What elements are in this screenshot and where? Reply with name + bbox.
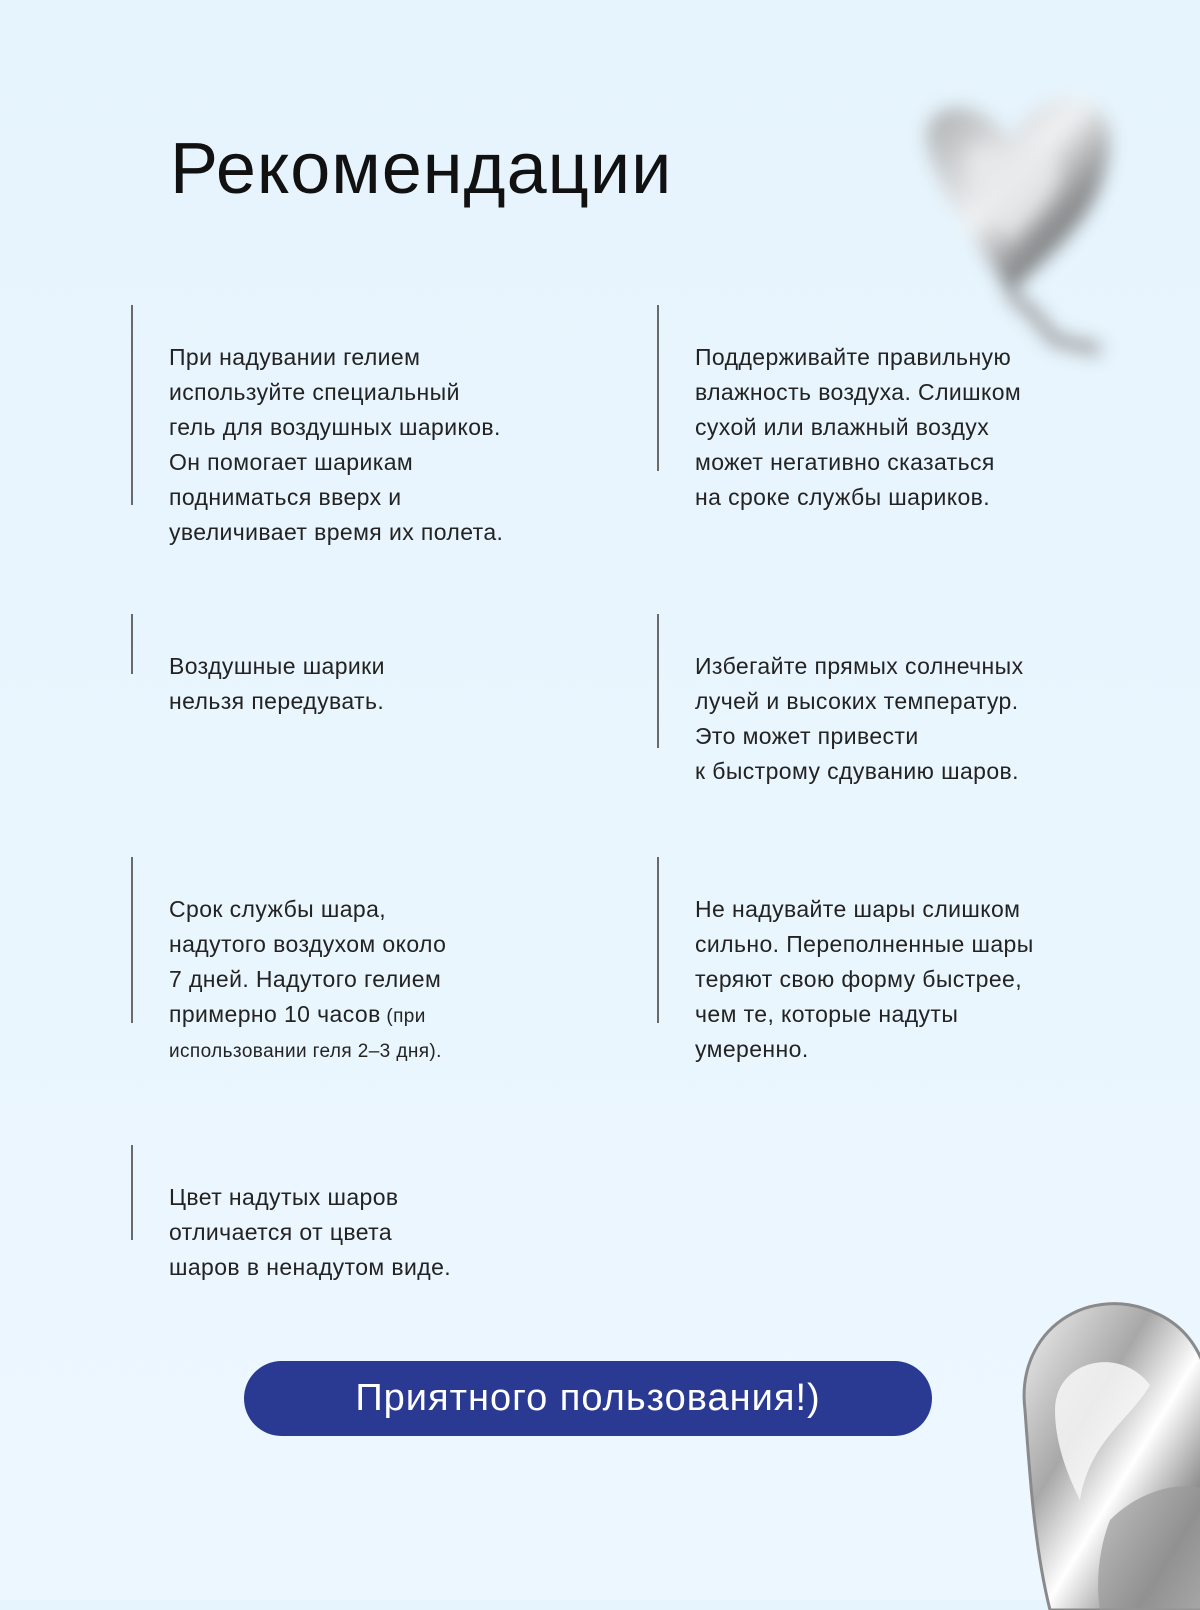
page-title: Рекомендации <box>170 129 673 209</box>
heart-balloon-icon <box>1010 1290 1200 1610</box>
enjoy-button[interactable]: Приятного пользования!) <box>244 1361 932 1436</box>
recommendation-text: Избегайте прямых солнечных лучей и высоких температур. Это может привести к быстрому сдуванию шаров. <box>695 653 1024 784</box>
recommendation-text: При надувании гелием используйте специальный гель для воздушных шариков. Он помогает шарикам подниматься вверх и увеличивает время их полета. <box>169 344 504 545</box>
recommendation-card <box>131 1145 611 1280</box>
recommendation-card <box>657 857 1177 1062</box>
recommendation-card <box>131 857 611 1062</box>
recommendation-text: Воздушные шарики нельзя передувать. <box>169 653 385 714</box>
recommendation-text: Не надувайте шары слишком сильно. Переполненные шары теряют свою форму быстрее, чем те, которые надуты умеренно. <box>695 896 1034 1062</box>
recommendation-text: Цвет надутых шаров отличается от цвета шаров в ненадутом виде. <box>169 1184 452 1280</box>
recommendation-note: использовании геля 2–3 дня). <box>169 1041 442 1062</box>
recommendation-card <box>131 614 611 714</box>
recommendation-note: (при <box>380 1006 426 1027</box>
recommendation-text: Поддерживайте правильную влажность воздуха. Слишком сухой или влажный воздух может негативно сказаться на сроке службы шариков. <box>695 344 1022 510</box>
recommendation-text: Срок службы шара, надутого воздухом около 7 дней. Надутого гелием примерно 10 часов <box>169 896 447 1027</box>
recommendation-card <box>657 614 1177 784</box>
recommendation-card <box>131 305 611 545</box>
heart-balloon-icon <box>890 60 1150 360</box>
